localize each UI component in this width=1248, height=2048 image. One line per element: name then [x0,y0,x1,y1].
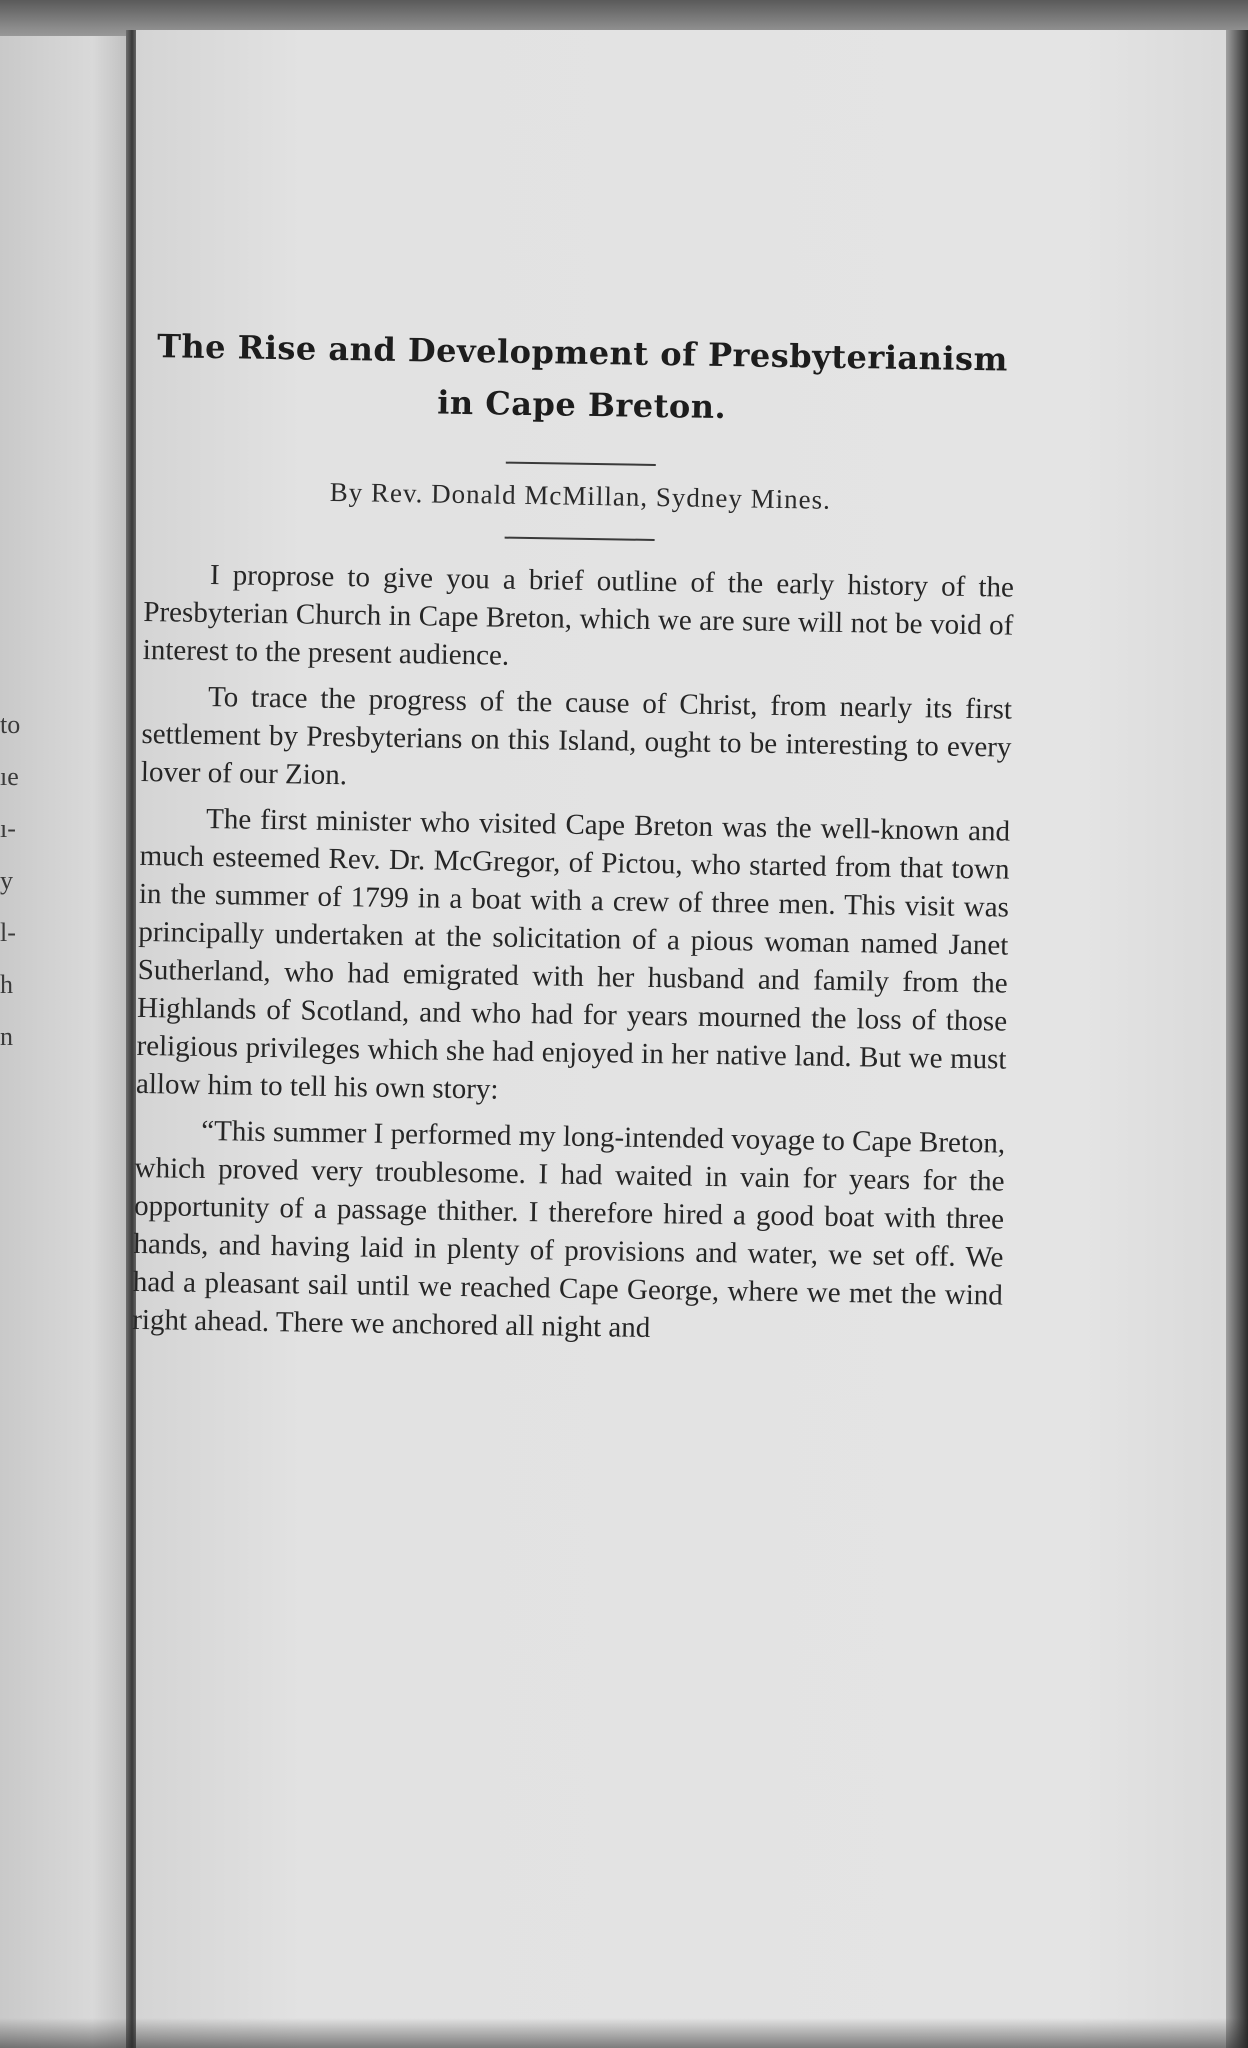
left-page-fragment: to [0,710,21,739]
paragraph: “This summer I performed my long-intended voyage to Cape Breton, which proved very troublesome. I had waited in vain for years for the opportunity of a passage thither. I therefore hired a good boat with three hands, and having laid in plenty of provisions and water, we set off. We had a pleasant sail until we reached Cape George, where we met the wind right ahead. There we anchored all night and [132,1114,1006,1345]
article [132,320,1018,1361]
left-page-fragment: n [0,1022,13,1051]
author-byline: By Rev. Donald McMillan, Sydney Mines. [329,476,832,515]
page-right-edge [1226,30,1248,2048]
paragraph: I proprose to give you a brief outline of the early history of the Presbyterian Church in Cape Breton, which we are sure will not be void of interest to the present audience. [142,559,1015,672]
title-divider [506,462,656,466]
paragraph: The first minister who visited Cape Breton was the well-known and much esteemed Rev. Dr. McGregor, of Pictou, who started from that town in the summer of 1799 in a boat with a crew of three men. This visit was principally undertaken at the solicitation of a pious woman named Janet Sutherland, who had emigrated with her husband and family from the Highlands of Scotland, and who had for years mourned the loss of those religious privileges which she had enjoyed in her native land. But we must allow him to tell his own story: [135,802,1011,1106]
page-bottom-shadow [0,2018,1248,2048]
left-page-fragment: ı- [0,814,16,843]
left-page-fragment: ıe [0,762,19,791]
byline-divider [505,537,655,541]
paragraph: To trace the progress of the cause of Christ, from nearly its first settlement by Presbyterians on this Island, ought to be interesting to every lover of our Zion. [140,680,1013,792]
left-page-fragment: y [0,866,13,895]
left-page-fragment: l- [0,918,16,947]
left-page [0,36,132,2048]
left-page-fragment: h [0,970,13,999]
article-title: The Rise and Development of Presbyterianism in Cape Breton. [156,327,1009,427]
